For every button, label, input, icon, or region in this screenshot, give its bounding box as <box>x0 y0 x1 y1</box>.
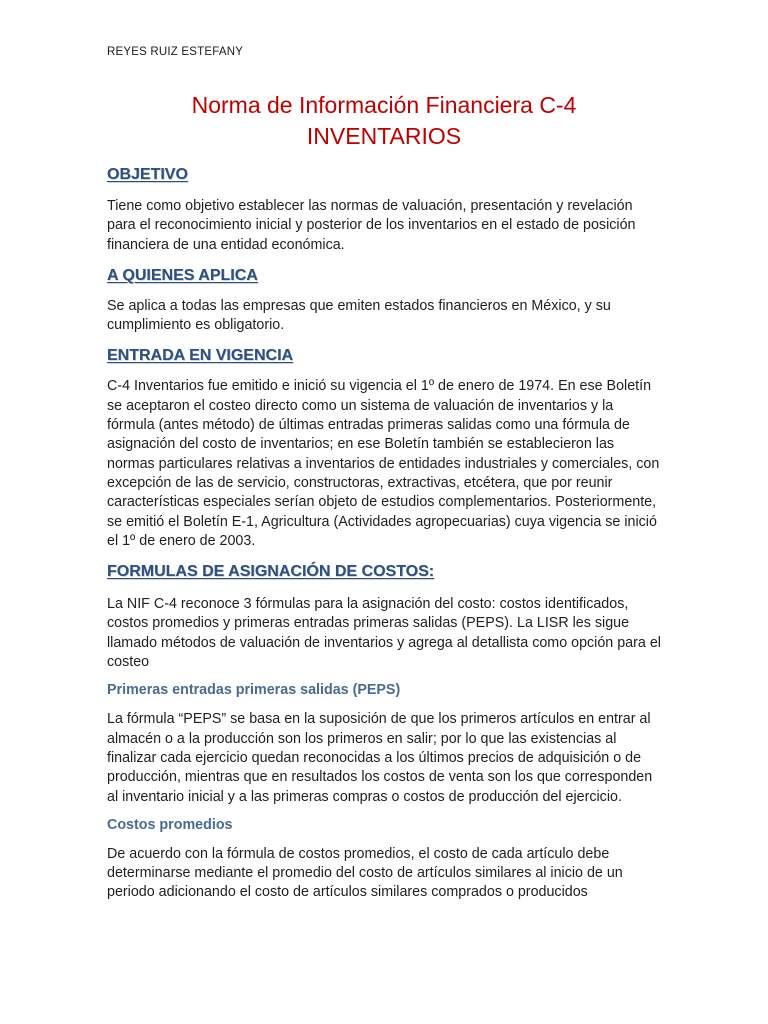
author-name: REYES RUIZ ESTEFANY <box>107 46 244 58</box>
subheading-costos-promedios: Costos promedios <box>107 816 233 833</box>
heading-formulas-asignacion: FORMULAS DE ASIGNACIÓN DE COSTOS: <box>107 563 435 581</box>
subheading-peps: Primeras entradas primeras salidas (PEPS) <box>107 682 401 699</box>
document-body <box>107 166 663 903</box>
title-line-1: Norma de Información Financiera C-4 <box>191 92 577 118</box>
paragraph-objetivo: Tiene como objetivo establecer las normas de valuación, presentación y revelación para el reconocimiento inicial y posterior de los inventarios en el estado de posición financiera de una entidad económica. <box>107 198 636 253</box>
paragraph-entrada-en-vigencia: C-4 Inventarios fue emitido e inició su vigencia el 1º de enero de 1974. En ese Boletín se aceptaron el costeo directo como un sistema de valuación de inventarios y la fórmula (antes método) de últimas entradas primeras salidas como una fórmula de asignación del costo de inventarios; en ese Boletín también se establecieron las normas particulares relativas a inventarios de entidades industriales y comerciales, con excepción de las de servicio, constructoras, extractivas, etcétera, que por reunir características especiales serían objeto de estudios complementarios. Posteriormente, se emitió el Boletín E-1, Agricultura (Actividades agropecuarias) cuya vigencia se inició el 1º de enero de 2003. <box>107 378 660 549</box>
paragraph-peps: La fórmula “PEPS” se basa en la suposición de que los primeros artículos en entrar al almacén o a la producción son los primeros en salir; por lo que las existencias al finalizar cada ejercicio quedan reconocidas a los últimos precios de adquisición o de producción, mientras que en resultados los costos de venta son los que corresponden al inventario inicial y a las primeras compras o costos de producción del ejercicio. <box>107 711 653 805</box>
document-title <box>100 90 668 152</box>
paragraph-a-quienes-aplica: Se aplica a todas las empresas que emiten estados financieros en México, y su cumplimiento es obligatorio. <box>107 297 611 334</box>
heading-objetivo: OBJETIVO <box>107 166 188 183</box>
paragraph-formulas-asignacion: La NIF C-4 reconoce 3 fórmulas para la asignación del costo: costos identificados, costos promedios y primeras entradas primeras salidas (PEPS). La LISR les sigue llamado métodos de valuación de inventarios y agrega al detallista como opción para el costeo <box>107 596 661 671</box>
title-line-2: INVENTARIOS <box>306 123 462 149</box>
paragraph-costos-promedios: De acuerdo con la fórmula de costos promedios, el costo de cada artículo debe determinarse mediante el promedio del costo de artículos similares al inicio de un periodo adicionando el costo de artículos similares comprados o producidos <box>107 845 623 901</box>
heading-entrada-en-vigencia: ENTRADA EN VIGENCIA <box>107 347 294 365</box>
heading-a-quienes-aplica: A QUIENES APLICA <box>107 266 258 284</box>
